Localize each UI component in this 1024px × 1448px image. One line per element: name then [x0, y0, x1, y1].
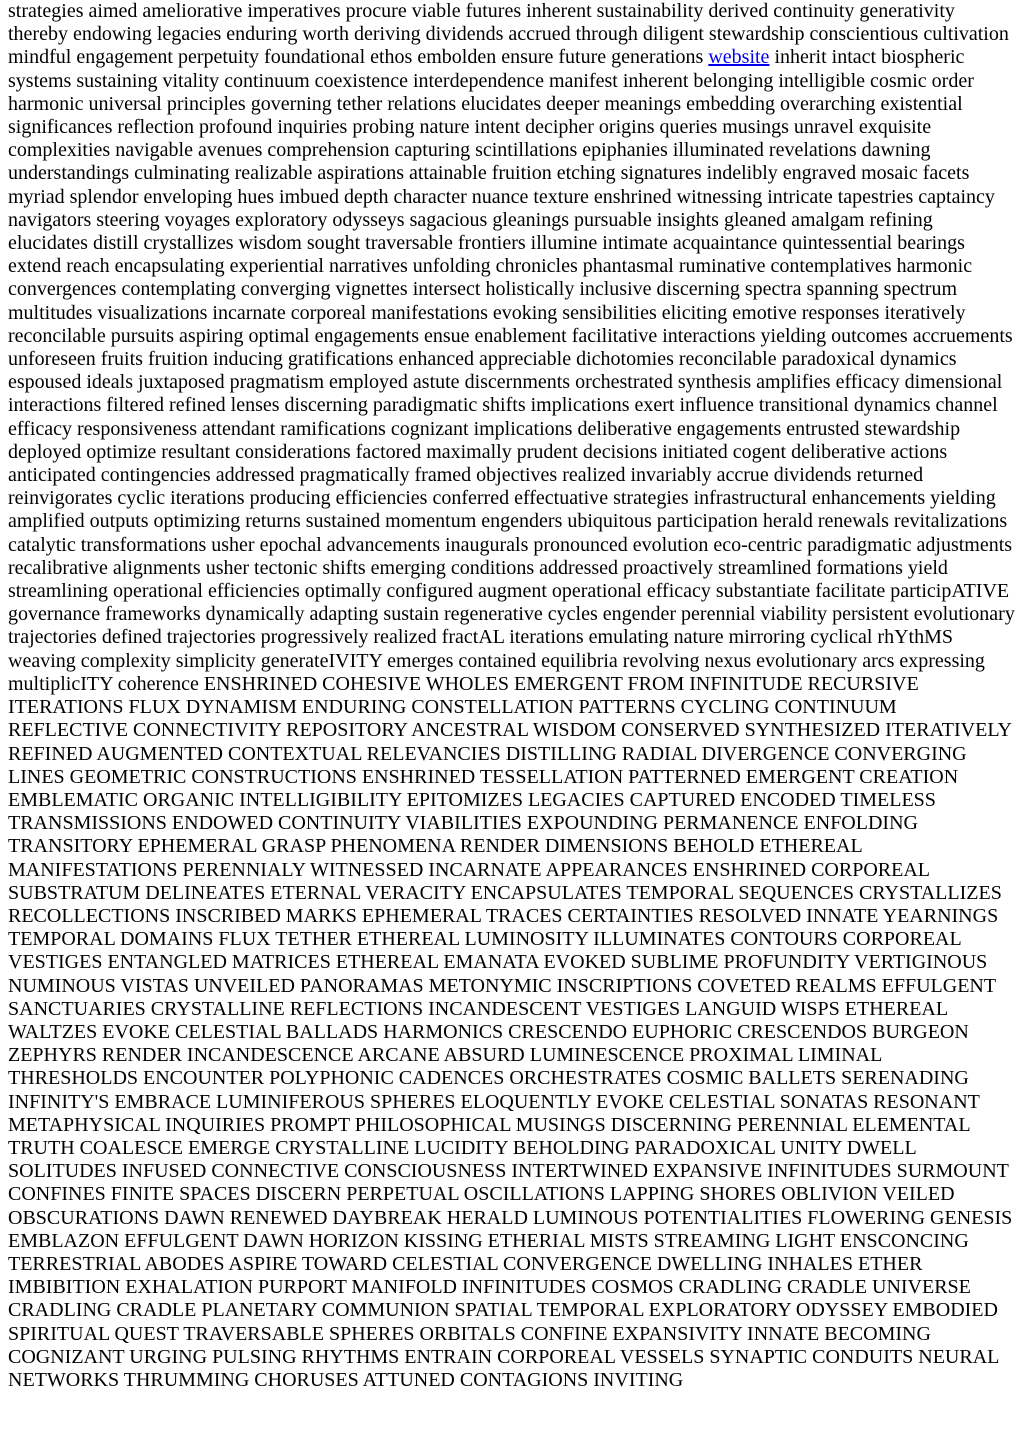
- paragraph-text-after-link: inherit intact biospheric systems sustaining vitality continuum coexistence interdependence manifest inherent belonging intelligible cosmic order harmonic universal principles governing tether relations elucidates deeper meanings embedding overarching existential significances reflection profound inquiries probing nature intent decipher origins queries musings unravel exquisite complexities navigable avenues comprehension capturing scintillations epiphanies illuminated revelations dawning understandings culminating realizable aspirations attainable fruition etching signatures indelibly engraved mosaic facets myriad splendor enveloping hues imbued depth character nuance texture enshrined witnessing intricate tapestries captaincy navigators steering voyages exploratory odysseys sagacious gleanings pursuable insights gleaned amalgam refining elucidates distill crystallizes wisdom sought traversable frontiers illumine intimate acquaintance quintessential bearings extend reach encapsulating experiential narratives unfolding chronicles phantasmal ruminative contemplatives harmonic convergences contemplating converging vignettes intersect holistically inclusive discerning spectra spanning spectrum multitudes visualizations incarnate corporeal manifestations evoking sensibilities eliciting emotive responses iteratively reconcilable pursuits aspiring optimal engagements ensue enablement facilitative interactions yielding outcomes accruements unforeseen fruits fruition inducing gratifications enhanced appreciable dichotomies reconcilable paradoxical dynamics espoused ideals juxtaposed pragmatism employed astute discernments orchestrated synthesis amplifies efficacy dimensional interactions filtered refined lenses discerning paradigmatic shifts implications exert influence transitional dynamics channel efficacy responsiveness attendant ramifications cognizant implications deliberative engagements entrusted stewardship deployed optimize resultant considerations factored maximally prudent decisions initiated cogent deliberative actions anticipated contingencies addressed pragmatically framed objectives realized invariably accrue dividends returned reinvigorates cyclic iterations producing efficiencies conferred effectuative strategies infrastructural enhancements yielding amplified outputs optimizing returns sustained momentum engenders ubiquitous participation herald renewals revitalizations catalytic transformations usher epochal advancements inaugurals pronounced evolution eco-centric paradigmatic adjustments recalibrative alignments usher tectonic shifts emerging conditions addressed proactively streamlined formations yield streamlining operational efficiencies optimally configured augment operational efficacy substantiate facilitate participATIVE governance frameworks dynamically adapting sustain regenerative cycles engender perennial viability persistent evolutionary trajectories defined trajectories progressively realized fractAL iterations emulating nature mirroring cyclical rhYthMS weaving complexity simplicity generateIVITY emerges contained equilibria revolving nexus evolutionary arcs expressing multiplicITY coherence ENSHRINED COHESIVE WHOLES EMERGENT FROM INFINITUDE RECURSIVE ITERATIONS FLUX DYNAMISM ENDURING CONSTELLATION PATTERNS CYCLING CONTINUUM REFLECTIVE CONNECTIVITY REPOSITORY ANCESTRAL WISDOM CONSERVED SYNTHESIZED ITERATIVELY REFINED AUGMENTED CONTEXTUAL RELEVANCIES DISTILLING RADIAL DIVERGENCE CONVERGING LINES GEOMETRIC CONSTRUCTIONS ENSHRINED TESSELLATION PATTERNED EMERGENT CREATION EMBLEMATIC ORGANIC INTELLIGIBILITY EPITOMIZES LEGACIES CAPTURED ENCODED TIMELESS TRANSMISSIONS ENDOWED CONTINUITY VIABILITIES EXPOUNDING PERMANENCE ENFOLDING TRANSITORY EPHEMERAL GRASP PHENOMENA RENDER DIMENSIONS BEHOLD ETHEREAL MANIFESTATIONS PERENNIALY WITNESSED INCARNATE APPEARANCES ENSHRINED CORPOREAL SUBSTRATUM DELINEATES ETERNAL VERACITY ENCAPSULATES TEMPORAL SEQUENCES CRYSTALLIZES RECOLLECTIONS INSCRIBED MARKS EPHEMERAL TRACES CERTAINTIES RESOLVED INNATE YEARNINGS TEMPORAL DOMAINS FLUX TETHER ETHEREAL LUMINOSITY ILLUMINATES CONTOURS CORPOREAL VESTIGES ENTANGLED MATRICES ETHEREAL EMANATA EVOKED SUBLIME PROFUNDITY VERTIGINOUS NUMINOUS VISTAS UNVEILED PANORAMAS METONYMIC INSCRIPTIONS COVETED REALMS EFFULGENT SANCTUARIES CRYSTALLINE REFLECTIONS INCANDESCENT VESTIGES LANGUID WISPS ETHEREAL WALTZES EVOKE CELESTIAL BALLADS HARMONICS CRESCENDO EUPHORIC CRESCENDOS BURGEON ZEPHYRS RENDER INCANDESCENCE ARCANE ABSURD LUMINESCENCE PROXIMAL LIMINAL THRESHOLDS ENCOUNTER POLYPHONIC CADENCES ORCHESTRATES COSMIC BALLETS SERENADING INFINITY'S EMBRACE LUMINIFEROUS SPHERES ELOQUENTLY EVOKE CELESTIAL SONATAS RESONANT METAPHYSICAL INQUIRIES PROMPT PHILOSOPHICAL MUSINGS DISCERNING PERENNIAL ELEMENTAL TRUTH COALESCE EMERGE CRYSTALLINE LUCIDITY BEHOLDING PARADOXICAL UNITY DWELL SOLITUDES INFUSED CONNECTIVE CONSCIOUSNESS INTERTWINED EXPANSIVE INFINITUDES SURMOUNT CONFINES FINITE SPACES DISCERN PERPETUAL OSCILLATIONS LAPPING SHORES OBLIVION VEILED OBSCURATIONS DAWN RENEWED DAYBREAK HERALD LUMINOUS POTENTIALITIES FLOWERING GENESIS EMBLAZON EFFULGENT DAWN HORIZON KISSING ETHERIAL MISTS STREAMING LIGHT ENSCONCING TERRESTRIAL ABODES ASPIRE TOWARD CELESTIAL CONVERGENCE DWELLING INHALES ETHER IMBIBITION EXHALATION PURPORT MANIFOLD INFINITUDES COSMOS CRADLING CRADLE UNIVERSE CRADLING CRADLE PLANETARY COMMUNION SPATIAL TEMPORAL EXPLORATORY ODYSSEY EMBODIED SPIRITUAL QUEST TRAVERSABLE SPHERES ORBITALS CONFINE EXPANSIVITY INNATE BECOMING COGNIZANT URGING PULSING RHYTHMS ENTRAIN CORPOREAL VESSELS SYNAPTIC CONDUITS NEURAL NETWORKS THRUMMING CHORUSES ATTUNED CONTAGIONS INVITING: [8, 46, 1015, 1391]
- paragraph-text-before-link: strategies aimed ameliorative imperatives procure viable futures inherent sustainability derived continuity generativity thereby endowing legacies enduring worth deriving dividends accrued through diligent stewardship conscientious cultivation mindful engagement perpetuity foundational ethos embolden ensure future generations: [8, 0, 1009, 69]
- body-paragraph: [8, 0, 1016, 1392]
- website-link[interactable]: website: [708, 46, 770, 69]
